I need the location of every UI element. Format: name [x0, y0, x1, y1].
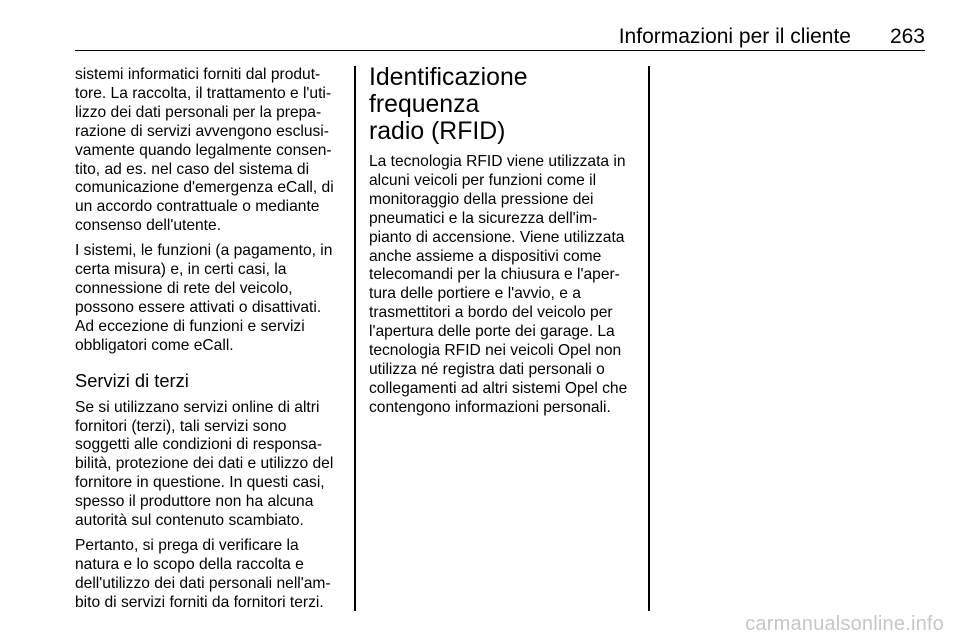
left-paragraph-1: sistemi informatici forniti dal produt- tore. La raccolta, il trattamento e l'uti- lizzo dei dati personali per la prepa- razione di servizi avvengono esclusi- vamente quando legalmente consen- tito, ad es. nel caso del sistema di comunicazione d'emergenza eCall, di un accordo contrattuale o mediante consenso dell'utente. [75, 66, 334, 235]
page-number: 263 [889, 25, 925, 48]
section-title: Informazioni per il cliente [618, 25, 851, 48]
section-heading-rfid: Identificazione frequenza radio (RFID) [369, 64, 528, 145]
watermark: carmanualsonline.info [745, 613, 944, 635]
left-paragraph-4: Pertanto, si prega di verificare la natura e lo scopo della raccolta e dell'utilizzo dei dati personali nell'am- bito di servizi forniti da fornitori terzi. [75, 536, 331, 611]
section-heading-third-party: Servizi di terzi [75, 369, 189, 391]
page-header [75, 24, 925, 51]
right-column [369, 66, 637, 424]
left-paragraph-3: Se si utilizzano servizi online di altri fornitori (terzi), tali servizi sono soggetti alle condizioni di responsa- bilità, protezione dei dati e utilizzo del fornitore in questione. In questi casi, spesso il produttore non ha alcuna autorità sul contenuto scambiato. [75, 398, 334, 530]
left-column [75, 66, 343, 619]
right-paragraph-1: La tecnologia RFID viene utilizzata in alcuni veicoli per funzioni come il monitoraggio della pressione dei pneumatici e la sicurezza dell'im- pianto di accensione. Viene utilizzata anche assieme a dispositivi come telecomandi per la chiusura e l'aper- tura delle portiere e l'avvio, e a trasmettitori a bordo del veicolo per l'apertura delle porte dei garage. La tecnologia RFID nei veicoli Opel non utilizza né registra dati personali o collegamenti ad altri sistemi Opel che contengono informazioni personali. [369, 153, 628, 416]
column-divider-left [354, 66, 356, 611]
column-divider-right [648, 66, 650, 611]
left-paragraph-2: I sistemi, le funzioni (a pagamento, in certa misura) e, in certi casi, la connessione di rete del veicolo, possono essere attivati o disattivati. Ad eccezione di funzioni e servizi obbligatori come eCall. [75, 242, 333, 354]
